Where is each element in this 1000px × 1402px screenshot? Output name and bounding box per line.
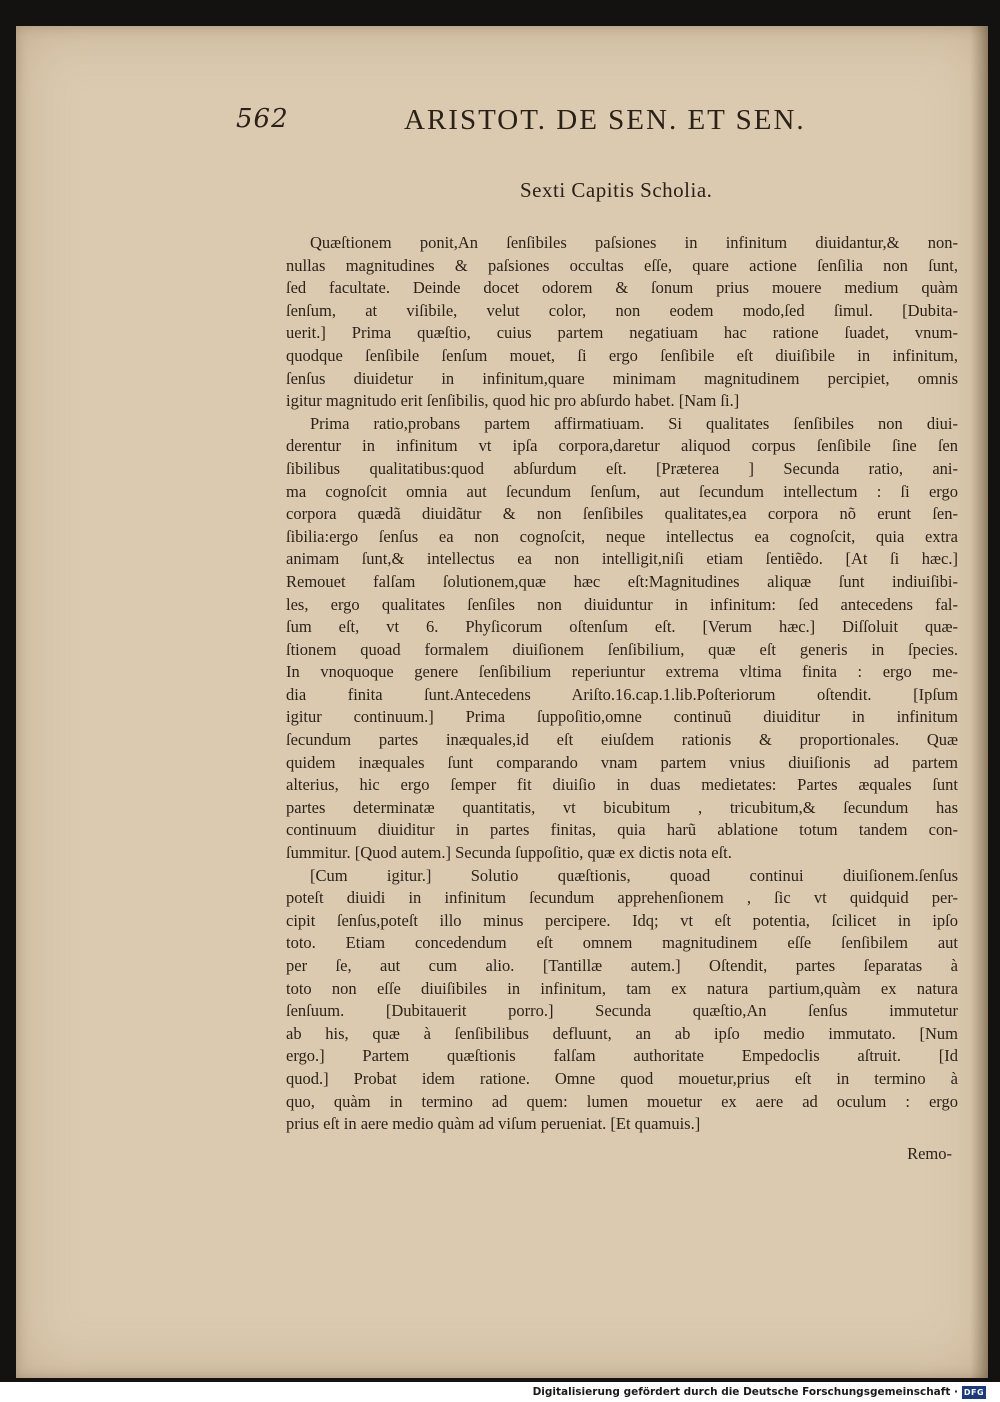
running-head	[236, 104, 856, 144]
dfg-logo-icon: DFG	[963, 1387, 985, 1397]
text-line: ſed facultate. Deinde docet odorem & ſonum prius mouere medium quàm	[286, 278, 958, 298]
text-line: dia finita ſunt.Antecedens Ariſto.16.cap.1.lib.Poſteriorum oſtendit. [Ipſum	[286, 684, 958, 704]
text-line: ſum eſt, vt 6. Phyſicorum oſtenſum eſt. [Verum hæc.] Diſſoluit quæ-	[286, 617, 958, 637]
footer-credit: Digitalisierung gefördert durch die Deutsche Forschungsgemeinschaft ·	[532, 1386, 958, 1398]
text-line: ſenſum, at viſibile, velut color, non eodem modo,ſed ſimul. [Dubita-	[286, 300, 958, 320]
text-line: ab his, quæ à ſenſibilibus defluunt, an ab ipſo medio immutato. [Num	[286, 1023, 958, 1043]
text-line: continuum diuiditur in partes finitas, quia harũ ablatione totum tandem con-	[286, 820, 958, 840]
section-title: Sexti Capitis Scholia.	[520, 178, 713, 202]
scholia-text	[286, 232, 958, 1136]
running-title: ARISTOT. DE SEN. ET SEN.	[404, 104, 806, 136]
text-line: corpora quædã diuidãtur & non ſenſibiles qualitates,ea corpora nõ erunt ſen-	[286, 504, 958, 524]
text-line: [Cum igitur.] Solutio quæſtionis, quoad continui diuiſionem.ſenſus	[310, 865, 958, 885]
digitization-footer	[533, 1384, 986, 1400]
text-line: uerit.] Prima quæſtio, cuius partem negatiuam hac ratione ſuadet, vnum-	[286, 323, 958, 343]
text-line: ſecundum partes inæquales,id eſt eiuſdem rationis & proportionales. Quæ	[286, 730, 958, 750]
text-line: Prima ratio,probans partem affirmatiuam. Si qualitates ſenſibiles non diui-	[310, 413, 958, 433]
text-line: nullas magnitudines & paſsiones occultas eſſe, quare actione ſenſilia non ſunt,	[286, 255, 958, 275]
text-line: ſummitur. [Quod autem.] Secunda ſuppoſitio, quæ ex dictis nota eſt.	[286, 843, 732, 863]
text-line: poteſt diuidi in infinitum ſecundum apprehenſionem , ſic vt quidquid per-	[286, 888, 958, 908]
text-line: derentur in infinitum vt ipſa corpora,daretur aliquod corpus ſenſibile ſine ſen	[286, 436, 958, 456]
text-line: partes determinatæ quantitatis, vt bicubitum , tricubitum,& ſecundum has	[286, 797, 958, 817]
text-line: igitur magnitudo erit ſenſibilis, quod hic pro abſurdo habet. [Nam ſi.]	[286, 391, 740, 411]
text-line: prius eſt in aere medio quàm ad viſum perueniat. [Et quamuis.]	[286, 1114, 701, 1134]
text-line: les, ergo qualitates ſenſiles non diuiduntur in infinitum: ſed antecedens fal-	[286, 594, 958, 614]
catchword: Remo-	[907, 1144, 952, 1163]
text-line: quodque ſenſibile ſenſum mouet, ſi ergo ſenſibile eſt diuiſibile in infinitum,	[286, 345, 958, 365]
text-line: toto. Etiam concedendum eſt omnem magnitudinem eſſe ſenſibilem aut	[286, 933, 958, 953]
text-line: ſenſus diuidetur in infinitum,quare minimam magnitudinem percipiet, omnis	[286, 368, 958, 388]
text-line: ma cognoſcit omnia aut ſecundum ſenſum, aut ſecundum intellectum : ſi ergo	[286, 481, 958, 501]
text-line: igitur continuum.] Prima ſuppoſitio,omne continuũ diuiditur in infinitum	[286, 707, 958, 727]
text-line: alterius, hic ergo ſemper fit diuiſio in duas medietates: Partes æquales ſunt	[286, 775, 958, 795]
text-line: ſibilibus qualitatibus:quod abſurdum eſt. [Præterea ] Secunda ratio, ani-	[286, 458, 958, 478]
text-line: quod.] Probat idem ratione. Omne quod mouetur,prius eſt in termino à	[286, 1068, 958, 1088]
text-line: cipit ſenſus,poteſt illo minus percipere. Idq; vt eſt potentia, ſcilicet in ipſo	[286, 910, 958, 930]
text-line: toto non eſſe diuiſibiles in infinitum, tam ex natura partium,quàm ex natura	[286, 978, 958, 998]
text-line: In vnoquoque genere ſenſibilium reperiuntur extrema vltima finita : ergo me-	[286, 662, 958, 682]
text-line: ſibilia:ergo ſenſus ea non cognoſcit, neque intellectus ea cognoſcit, quia extra	[286, 526, 958, 546]
text-line: Quæſtionem ponit,An ſenſibiles paſsiones in infinitum diuidantur,& non-	[310, 233, 958, 252]
text-line: per ſe, aut cum alio. [Tantillæ autem.] Oſtendit, partes ſeparatas à	[286, 956, 958, 975]
text-line: quidem inæquales ſunt comparando vnam partem vnius diuiſionis ad partem	[286, 752, 958, 772]
text-line: ſtionem quoad formalem diuiſionem ſenſibilium, quæ eſt generis in ſpecies.	[286, 639, 958, 659]
text-line: animam ſunt,& intellectus ea non intelligit,niſi etiam ſentiẽdo. [At ſi hæc.]	[286, 549, 958, 569]
text-line: ergo.] Partem quæſtionis falſam authoritate Empedoclis aſtruit. [Id	[286, 1046, 958, 1066]
text-line: Remouet falſam ſolutionem,quæ hæc eſt:Magnitudines aliquæ ſunt indiuiſibi-	[286, 571, 958, 591]
text-line: quo, quàm in termino ad quem: lumen mouetur ex aere ad oculum : ergo	[286, 1091, 958, 1111]
page-edge-shadow	[970, 26, 988, 1378]
page-number: 562	[236, 104, 289, 134]
text-line: ſenſuum. [Dubitauerit porro.] Secunda quæſtio,An ſenſus immutetur	[286, 1001, 958, 1021]
